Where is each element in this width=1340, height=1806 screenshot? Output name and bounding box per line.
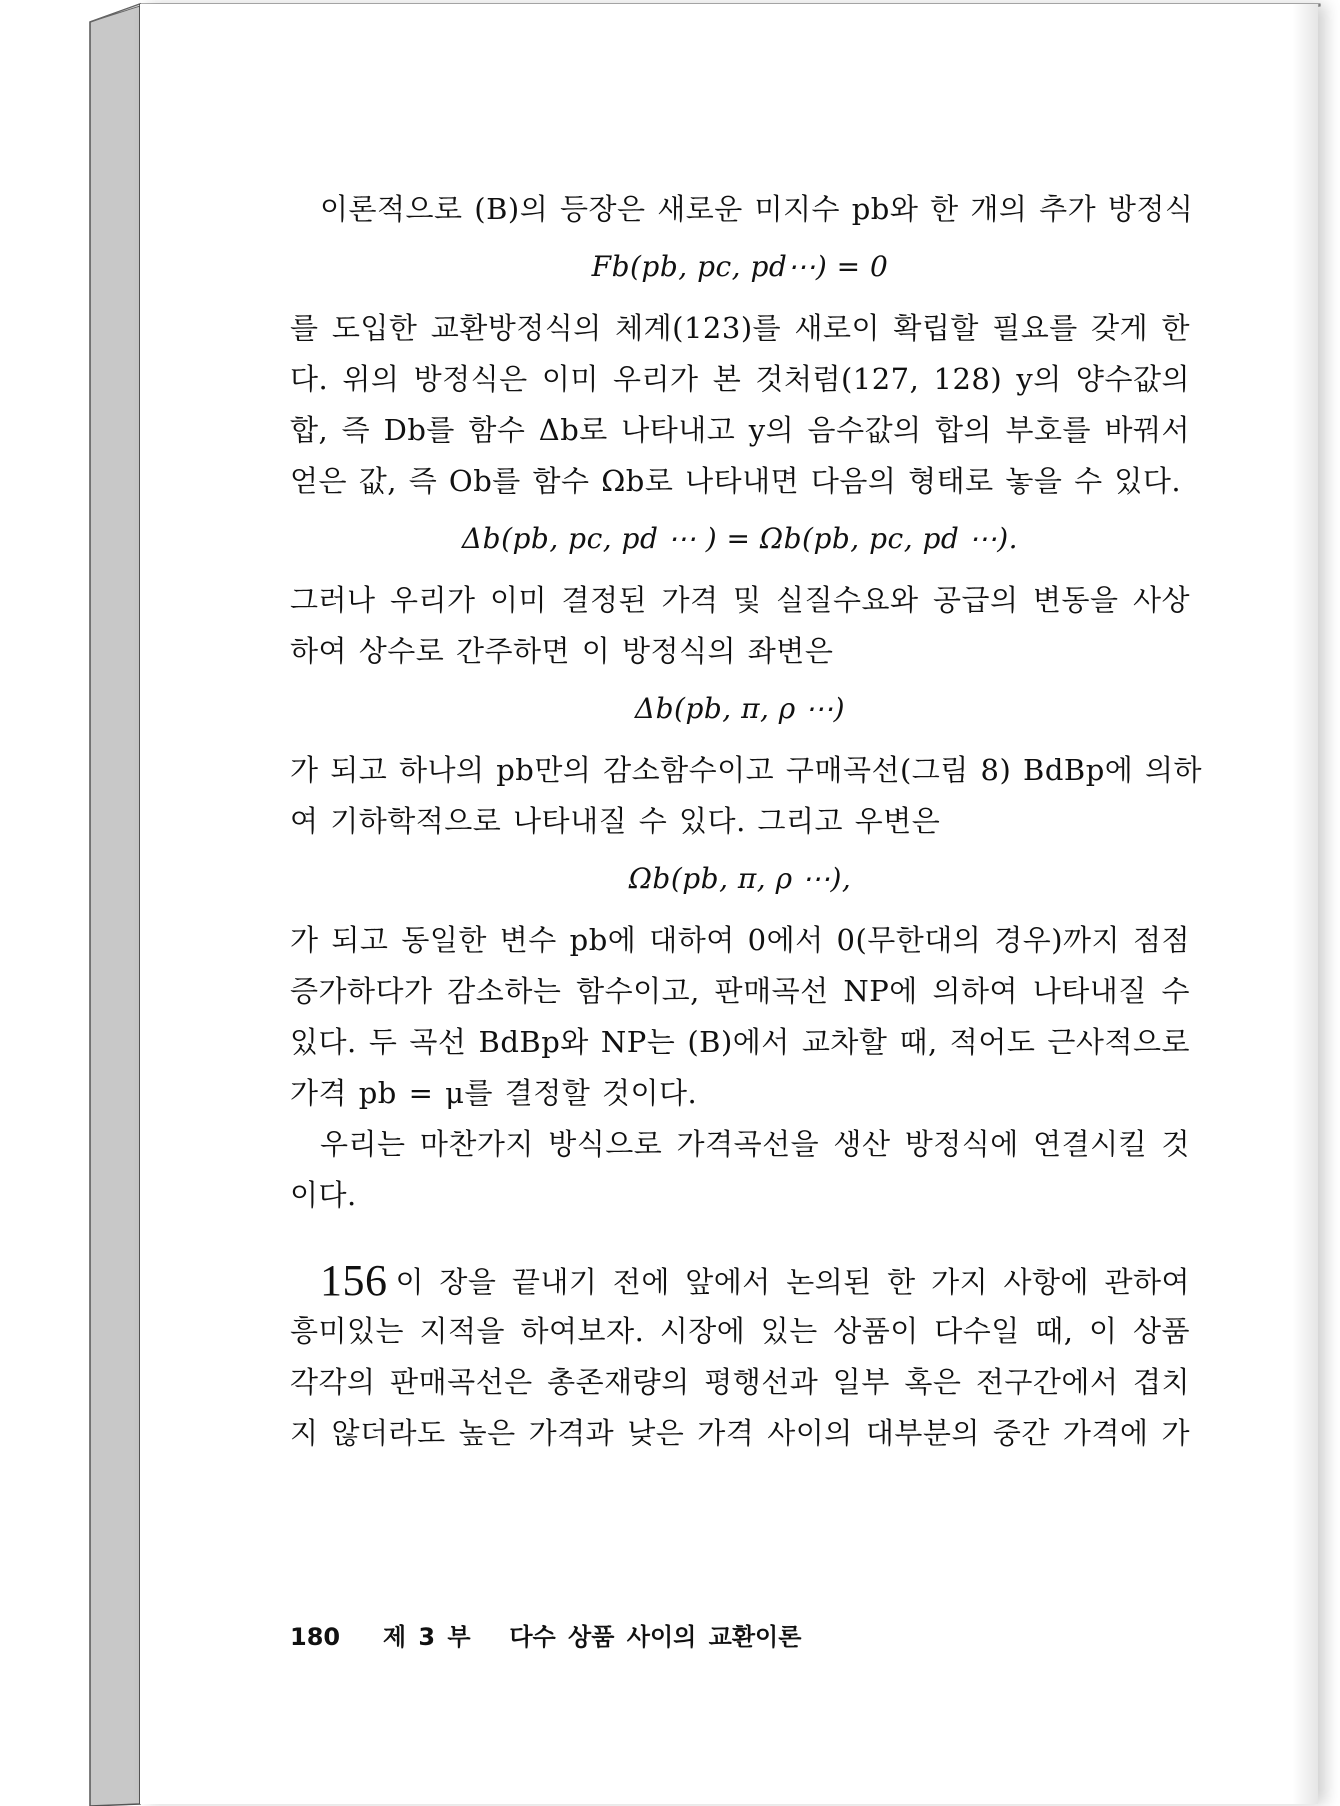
text-line: 그러나 우리가 이미 결정된 가격 및 실질수요와 공급의 변동을 사상 <box>290 583 1190 617</box>
text-line: 를 도입한 교환방정식의 체계(123)를 새로이 확립할 필요를 갖게 한 <box>290 311 1190 345</box>
equation-delta-b: Δb(pb, π, ρ ⋯) <box>634 692 846 725</box>
part-label: 제 3 부 <box>382 1623 471 1651</box>
equation-delta-omega: Δb(pb, pc, pd ⋯ ) = Ωb(pb, pc, pd ⋯). <box>461 522 1019 555</box>
text-line: 얻은 값, 즉 Ob를 함수 Ωb로 나타내면 다음의 형태로 놓을 수 있다. <box>290 464 1182 498</box>
text-line: 있다. 두 곡선 BdBp와 NP는 (B)에서 교차할 때, 적어도 근사적으로 <box>290 1025 1190 1059</box>
page-body <box>290 184 1203 1459</box>
section-first-line <box>290 1255 1190 1306</box>
chapter-title: 다수 상품 사이의 교환이론 <box>509 1623 802 1651</box>
equation-fb: Fb(pb, pc, pd⋯) = 0 <box>591 250 889 283</box>
page-footer <box>290 1617 801 1652</box>
text-line: 증가하다가 감소하는 함수이고, 판매곡선 NP에 의하여 나타내질 수 <box>290 974 1190 1008</box>
text-line: 지 않더라도 높은 가격과 낮은 가격 사이의 대부분의 중간 가격에 가 <box>290 1416 1190 1450</box>
text-line: 가 되고 동일한 변수 pb에 대하여 0에서 0(무한대의 경우)까지 점점 <box>290 923 1190 957</box>
text-line: 우리는 마찬가지 방식으로 가격곡선을 생산 방정식에 연결시킬 것 <box>320 1127 1190 1161</box>
text-line: 합, 즉 Db를 함수 Δb로 나타내고 y의 음수값의 합의 부호를 바꿔서 <box>290 413 1190 447</box>
page-edge-shadow <box>1292 4 1318 1804</box>
equation-omega-b: Ωb(pb, π, ρ ⋯), <box>628 862 852 895</box>
text-line: 흥미있는 지적을 하여보자. 시장에 있는 상품이 다수일 때, 이 상품 <box>290 1314 1190 1348</box>
text-line: 여 기하학적으로 나타내질 수 있다. 그리고 우변은 <box>290 804 941 838</box>
section-number: 156 <box>320 1256 388 1305</box>
book-page <box>140 4 1318 1804</box>
text-line: 이다. <box>290 1178 357 1212</box>
text-line: 가격 pb = μ를 결정할 것이다. <box>290 1076 698 1110</box>
text-line: 하여 상수로 간주하면 이 방정식의 좌변은 <box>290 634 834 668</box>
page-number: 180 <box>290 1623 341 1651</box>
text-line: 다. 위의 방정식은 이미 우리가 본 것처럼(127, 128) y의 양수값의 <box>290 362 1190 396</box>
text-line: 이 장을 끝내기 전에 앞에서 논의된 한 가지 사항에 관하여 <box>395 1265 1190 1299</box>
text-line: 각각의 판매곡선은 총존재량의 평행선과 일부 혹은 전구간에서 겹치 <box>290 1365 1190 1399</box>
text-line: 이론적으로 (B)의 등장은 새로운 미지수 pb와 한 개의 추가 방정식 <box>320 192 1194 226</box>
text-line: 가 되고 하나의 pb만의 감소함수이고 구매곡선(그림 8) BdBp에 의하 <box>290 753 1203 787</box>
